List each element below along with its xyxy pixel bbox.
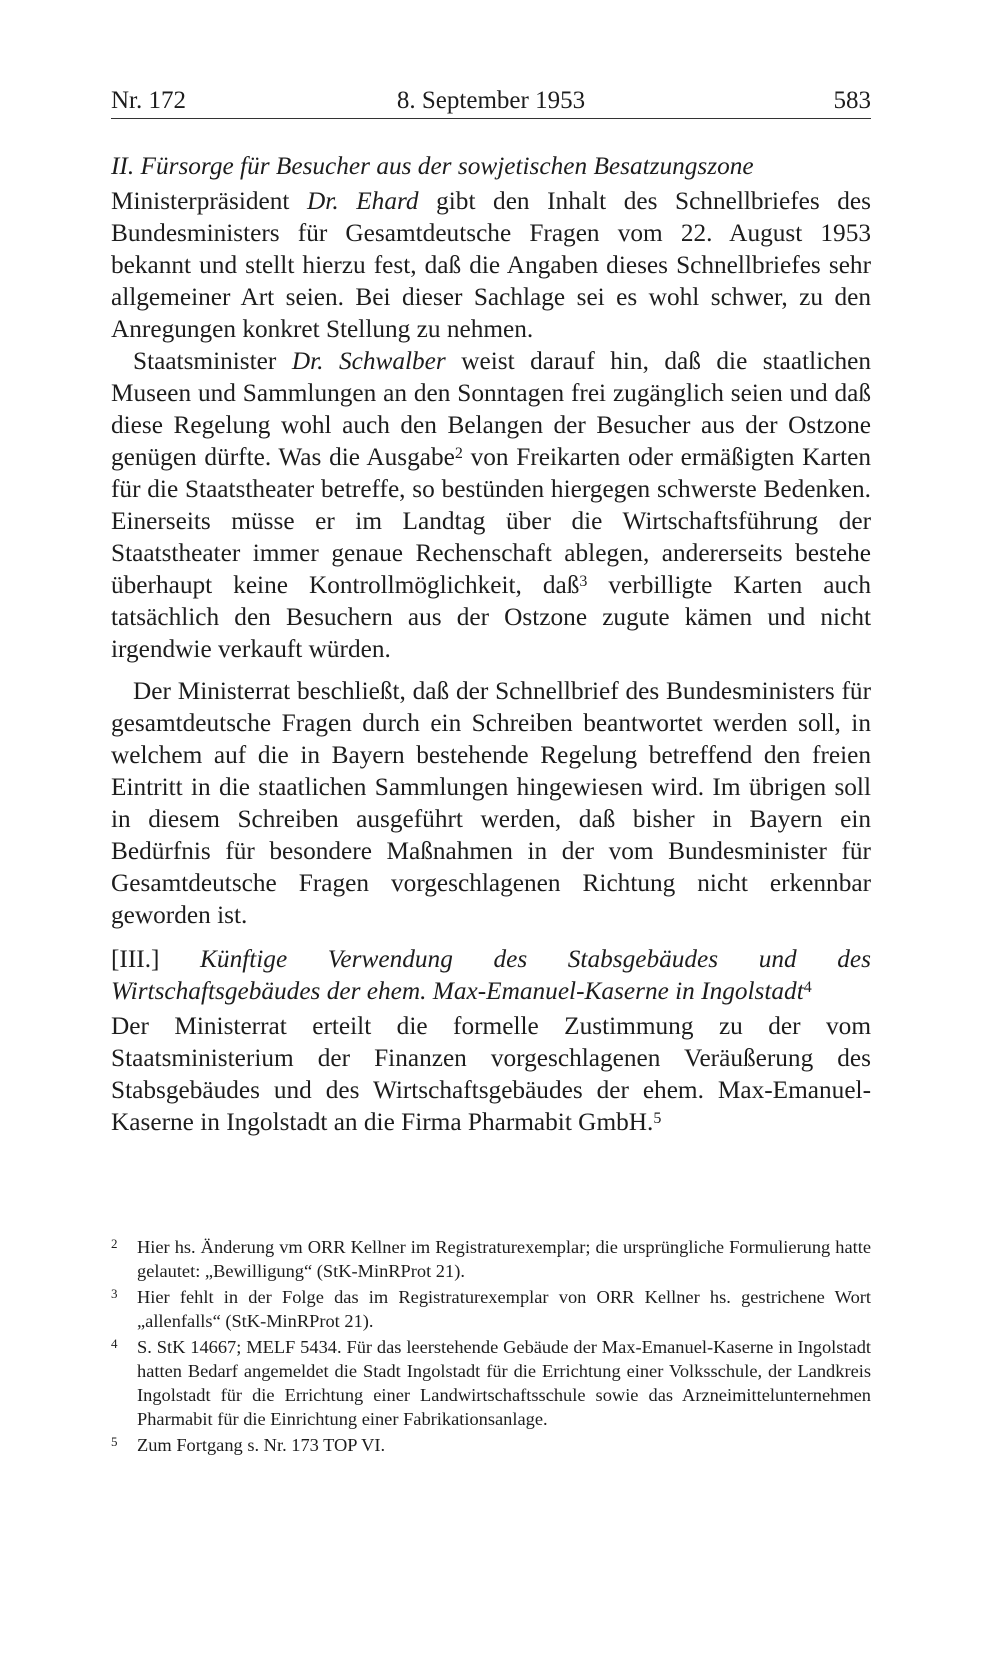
footnote-text: Zum Fortgang s. Nr. 173 TOP VI. — [137, 1435, 386, 1455]
person-name: Dr. Schwalber — [291, 347, 446, 375]
footnote — [111, 1285, 871, 1333]
footnote-ref[interactable]: 2 — [454, 445, 463, 462]
paragraph-text: gibt den Inhalt des Schnellbriefes des Bundesministers für Gesamtdeutsche Fragen vom 22. August 1953 bekannt und stellt hierzu fest, daß die Angaben dieses Schnellbriefes sehr allgemeiner Art seien. Bei dieser Sachlage sei es wohl schwer, zu den Anregungen konkret Stellung zu nehmen. — [111, 187, 871, 343]
footnote-ref[interactable]: 3 — [579, 573, 588, 590]
paragraph-text: weist darauf hin, daß die staatlichen Museen und Sammlungen an den Sonntagen frei zugänglich seien und daß diese Regelung wohl auch den Belangen der Besucher aus der Ostzone genügen dürfte. Was die Ausgabe — [111, 347, 871, 471]
footnote-text: Hier hs. Änderung vm ORR Kellner im Registraturexemplar; die ursprüngliche Formulierung hatte gelautet: „Bewilligung“ (StK-MinRProt 21). — [137, 1237, 871, 1281]
footnote-ref[interactable]: 4 — [803, 979, 812, 996]
footnote-ref[interactable]: 5 — [653, 1110, 662, 1127]
footnote-text: Hier fehlt in der Folge das im Registraturexemplar von ORR Kellner hs. gestrichene Wort „allenfalls“ (StK-MinRProt 21). — [137, 1287, 871, 1331]
footnote-number: 4 — [111, 1336, 118, 1351]
footnote-text: S. StK 14667; MELF 5434. Für das leerstehende Gebäude der Max-Emanuel-Kaserne in Ingolstadt hatten Bedarf angemeldet die Stadt Ingolstadt für die Errichtung einer Volksschule, der Landkreis Ingolstadt für die Errichtung einer Landwirtschaftsschule sowie das Arzneimittelunternehmen Pharmabit für die Einrichtung einer Fabrikationsanlage. — [137, 1337, 871, 1429]
footnote-number: 3 — [111, 1286, 118, 1301]
paragraph-approval — [111, 1010, 871, 1138]
section-heading-ii: II. Fürsorge für Besucher aus der sowjetischen Besatzungszone — [111, 152, 754, 180]
session-date: 8. September 1953 — [396, 87, 586, 114]
body-text — [111, 150, 871, 1138]
section-number: [III.] — [111, 945, 160, 973]
section-heading-iii — [111, 943, 871, 1007]
heading-text: Künftige Verwendung des Stabsgebäudes und des Wirtschaftsgebäudes der ehem. Max-Emanuel-Kaserne in Ingolstadt — [111, 945, 871, 1005]
paragraph-text: verbilligte Karten auch tatsächlich den Besuchern aus der Ostzone zugute kämen und nicht irgendwie verkauft würden. — [111, 571, 871, 663]
paragraph-text: Staatsminister — [133, 347, 292, 375]
person-name: Dr. Ehard — [307, 187, 419, 215]
paragraph-schwalber — [111, 345, 871, 665]
footnote — [111, 1235, 871, 1283]
running-header — [111, 84, 871, 119]
paragraph-text: von Freikarten oder ermäßigten Karten für die Staatstheater betreffe, so bestünden hiergegen schwerste Bedenken. Einerseits müsse er im Landtag über die Wirtschaftsführung der Staatstheater immer genaue Rechenschaft ablegen, andererseits bestehe überhaupt keine Kontrollmöglichkeit, daß — [111, 443, 871, 599]
paragraph-resolution: Der Ministerrat beschließt, daß der Schnellbrief des Bundesministers für gesamtdeutsche Fragen durch ein Schreiben beantwortet werden soll, in welchem auf die in Bayern bestehende Regelung betreffend den freien Eintritt in die staatlichen Sammlungen hingewiesen wird. Im übrigen soll in diesem Schreiben ausgeführt werden, daß bisher in Bayern ein Bedürfnis für besondere Maßnahmen in der vom Bundesminister für Gesamtdeutsche Fragen vorgeschlagenen Richtung nicht erkennbar geworden ist. — [111, 677, 871, 929]
paragraph-ehard — [111, 185, 871, 345]
paragraph-text: Der Ministerrat erteilt die formelle Zustimmung zu der vom Staatsministerium der Finanzen vorgeschlagenen Veräußerung des Stabsgebäudes und des Wirtschaftsgebäudes der ehem. Max-Emanuel-Kaserne in Ingolstadt an die Firma Pharmabit GmbH. — [111, 1012, 871, 1136]
footnote — [111, 1335, 871, 1431]
paragraph-text: Ministerpräsident — [111, 187, 308, 215]
footnote-number: 5 — [111, 1434, 118, 1449]
footnote — [111, 1433, 871, 1457]
page-number: 583 — [833, 87, 871, 114]
footnotes — [111, 1235, 871, 1459]
document-number: Nr. 172 — [111, 87, 186, 114]
footnote-number: 2 — [111, 1236, 118, 1251]
